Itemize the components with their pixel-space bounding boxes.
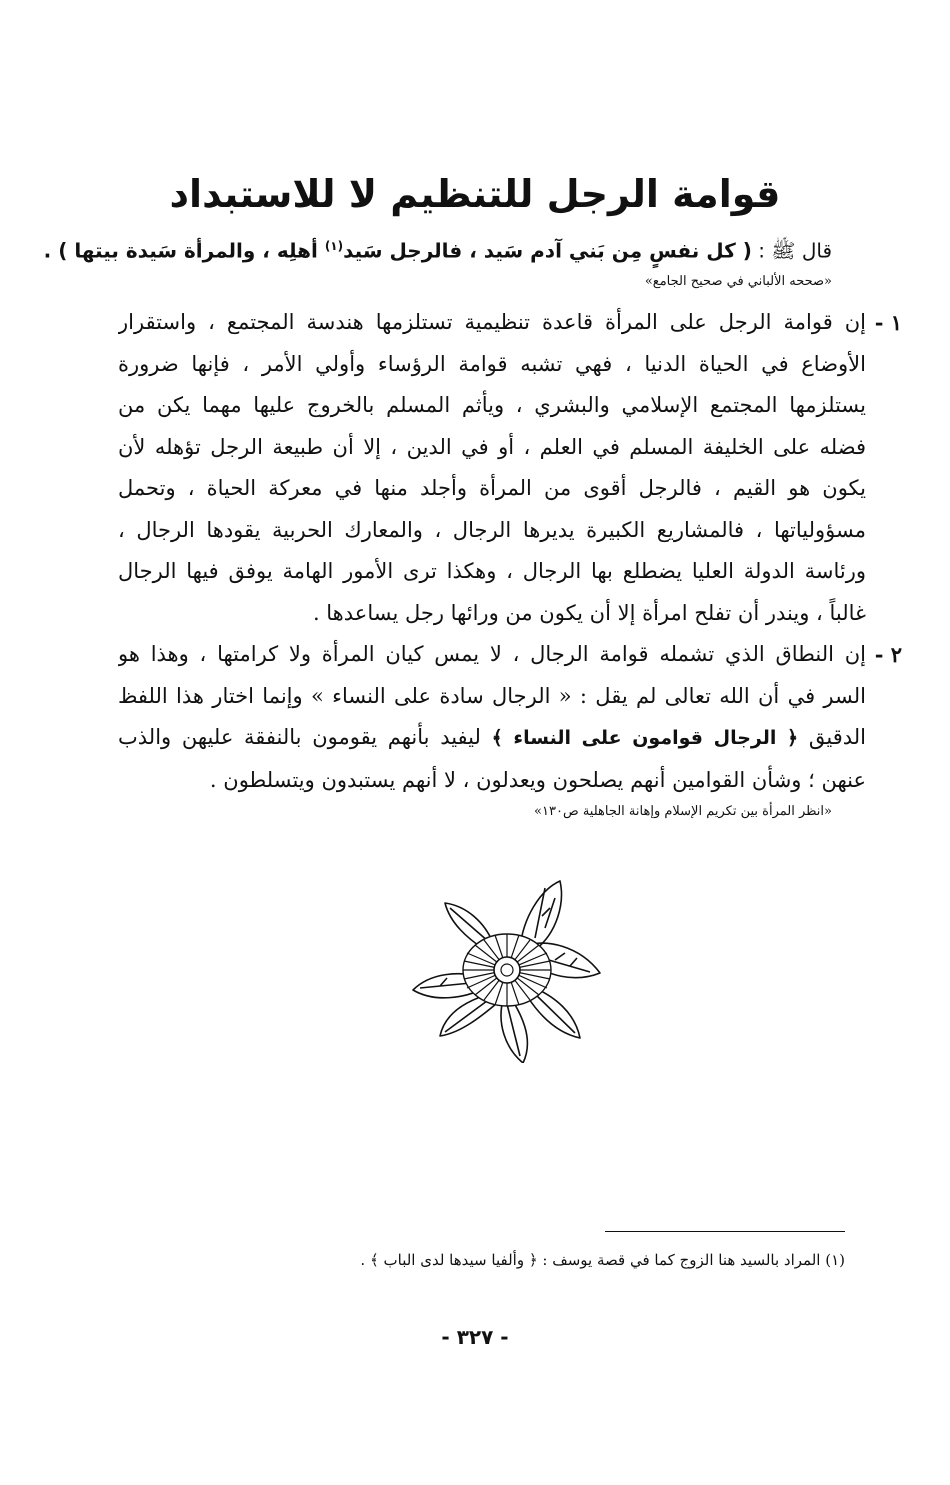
paragraph-line <box>118 717 866 760</box>
paragraph-line: يكون هو القيم ، فالرجل أقوى من المرأة وأجلد منها في معركة الحياة ، وتحمل <box>118 476 866 500</box>
hadith-text-end: أهلِه ، والمرأة سَيدة بيتها ) . <box>43 238 325 263</box>
hadith-text: ( كل نفسٍ مِن بَني آدم سَيد ، فالرجل سَيد <box>343 238 752 263</box>
flower-ornament-icon <box>405 878 610 1063</box>
paragraph-line: ورئاسة الدولة العليا يضطلع بها الرجال ، وهكذا ترى الأمور الهامة يوفق فيها الرجال <box>118 559 866 583</box>
footnote-marker[interactable]: (١) <box>324 239 344 253</box>
paragraph-line: السر في أن الله تعالى لم يقل : « الرجال سادة على النساء » وإنما اختار هذا اللفظ <box>118 683 866 708</box>
paragraph-line: إن قوامة الرجل على المرأة قاعدة تنظيمية تستلزمها هندسة المجتمع ، واستقرار <box>118 310 866 334</box>
paragraph-line: يستلزمها المجتمع الإسلامي والبشري ، ويأثم المسلم بالخروج عليها مهما يكن من <box>118 393 866 417</box>
paragraph-line: غالباً ، ويندر أن تفلح امرأة إلا أن يكون من ورائها رجل يساعدها . <box>312 600 866 625</box>
paragraph-line: إن النطاق الذي تشمله قوامة الرجال ، لا يمس كيان المرأة ولا كرامتها ، وهذا هو <box>118 642 866 666</box>
paragraph-number: ١ - <box>874 310 902 335</box>
paragraph-line: فضله على الخليفة المسلم في العلم ، أو في الدين ، إلا أن طبيعة الرجل تؤهله لأن <box>118 434 866 459</box>
quran-verse: ﴿ الرجال قوامون على النساء ﴾ <box>491 727 799 749</box>
hadith-source: «صححه الألباني في صحيح الجامع» <box>644 274 832 289</box>
paragraph-2 <box>118 634 902 801</box>
line-text: ليفيد بأنهم يقومون بالنفقة عليهن والذب <box>118 725 492 749</box>
line-text: الدقيق <box>798 725 866 749</box>
paragraph-line: عنهن ؛ وشأن القوامين أنهم يصلحون ويعدلون ، لا أنهم يستبدون ويتسلطون . <box>209 767 866 792</box>
hadith-quote <box>43 228 832 269</box>
paragraph-line: مسؤولياتها ، فالمشاريع الكبيرة يديرها الرجال ، والمعارك الحربية يقودها الرجال ، <box>118 517 866 542</box>
paragraph-number: ٢ - <box>874 642 902 667</box>
footnote-divider <box>605 1231 845 1232</box>
hadith-intro: قال ﷺ : <box>751 238 832 263</box>
page-title: قوامة الرجل للتنظيم لا للاستبداد <box>169 172 781 216</box>
paragraph-1 <box>118 302 902 634</box>
footnote: (١) المراد بالسيد هنا الزوج كما في قصة يوسف : ﴿ وألفيا سيدها لدى الباب ﴾ . <box>360 1251 845 1269</box>
paragraph-line: الأوضاع في الحياة الدنيا ، فهي تشبه قوامة الرؤساء وأولي الأمر ، فإنها ضرورة <box>118 351 866 376</box>
page-number: - ٣٢٧ - <box>441 1325 509 1349</box>
reference-citation: «انظر المرأة بين تكريم الإسلام وإهانة الجاهلية ص١٣٠» <box>534 804 832 819</box>
